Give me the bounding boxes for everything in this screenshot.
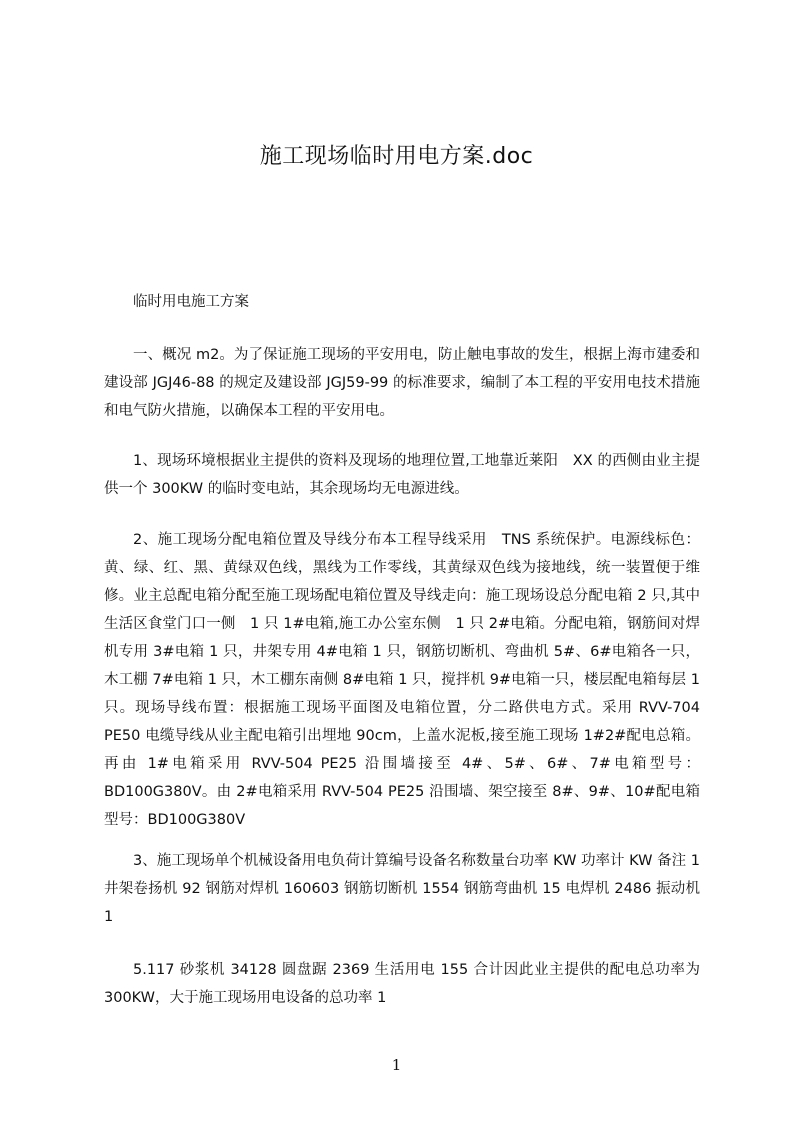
paragraph-text: 2、施工现场分配电箱位置及导线分布本工程导线采用 TNS 系统保护。电源线标色：黄、绿、红、黑、黄绿双色线，黑线为工作零线，其黄绿双色线为接地线，统一装置便于维修。业主总配电箱分配至施工现场配电箱位置及导线走向：施工现场设总分配电箱 2 只,其中生活区食堂门口一侧 1 只 1#电箱,施工办公室东侧 1 只 2#电箱。分配电箱，钢筋间对焊机专用 3#电箱 1 只，井架专用 4#电箱 1 只，钢筋切断机、弯曲机 5#、6#电箱各一只，木工棚 7#电箱 1 只，木工棚东南侧 8#电箱 1 只，搅拌机 9#电箱一只，楼层配电箱每层 1 只。现场导线布置：根据施工现场平面图及电箱位置，分二路供电方式。采用 RVV-704 PE50 电缆导线从业主配电箱引出埋地 90cm，上盖水泥板,接至施工现场 1#2#配电总箱。再由 1#电箱采用 RVV-504 PE25 沿围墙接至 4#、5#、6#、7#电箱型号：BD100G380V。由 2#电箱采用 RVV-504 PE25 沿围墙、架空接至 8#、9#、10#配电箱型号：BD100G380V [104, 532, 700, 828]
paragraph-total-power [104, 956, 700, 1012]
page-number: 1 [391, 1056, 402, 1074]
paragraph-text: 1、现场环境根据业主提供的资料及现场的地理位置,工地靠近莱阳 XX 的西侧由业主提供一个 300KW 的临时变电站，其余现场均无电源进线。 [104, 453, 700, 497]
document-title: 施工现场临时用电方案.doc [259, 144, 534, 169]
subheading [104, 288, 700, 316]
paragraph-overview [104, 341, 700, 425]
paragraph-text: 3、施工现场单个机械设备用电负荷计算编号设备名称数量台功率 KW 功率计 KW 备注 1 井架卷扬机 92 钢筋对焊机 160603 钢筋切断机 1554 钢筋弯曲机 15 电焊机 2486 振动机 1 [104, 853, 700, 925]
paragraph-distribution-boxes [104, 526, 700, 834]
paragraph-load-calculation [104, 847, 700, 931]
paragraph-site-environment [104, 447, 700, 503]
subheading-text: 临时用电施工方案 [133, 294, 249, 310]
paragraph-text: 一、概况 m2。为了保证施工现场的平安用电，防止触电事故的发生，根据上海市建委和建设部 JGJ46-88 的规定及建设部 JGJ59-99 的标准要求，编制了本工程的平安用电技术措施和电气防火措施，以确保本工程的平安用电。 [104, 347, 700, 419]
paragraph-text: 5.117 砂浆机 34128 圆盘踞 2369 生活用电 155 合计因此业主提供的配电总功率为 300KW，大于施工现场用电设备的总功率 1 [104, 962, 700, 1006]
